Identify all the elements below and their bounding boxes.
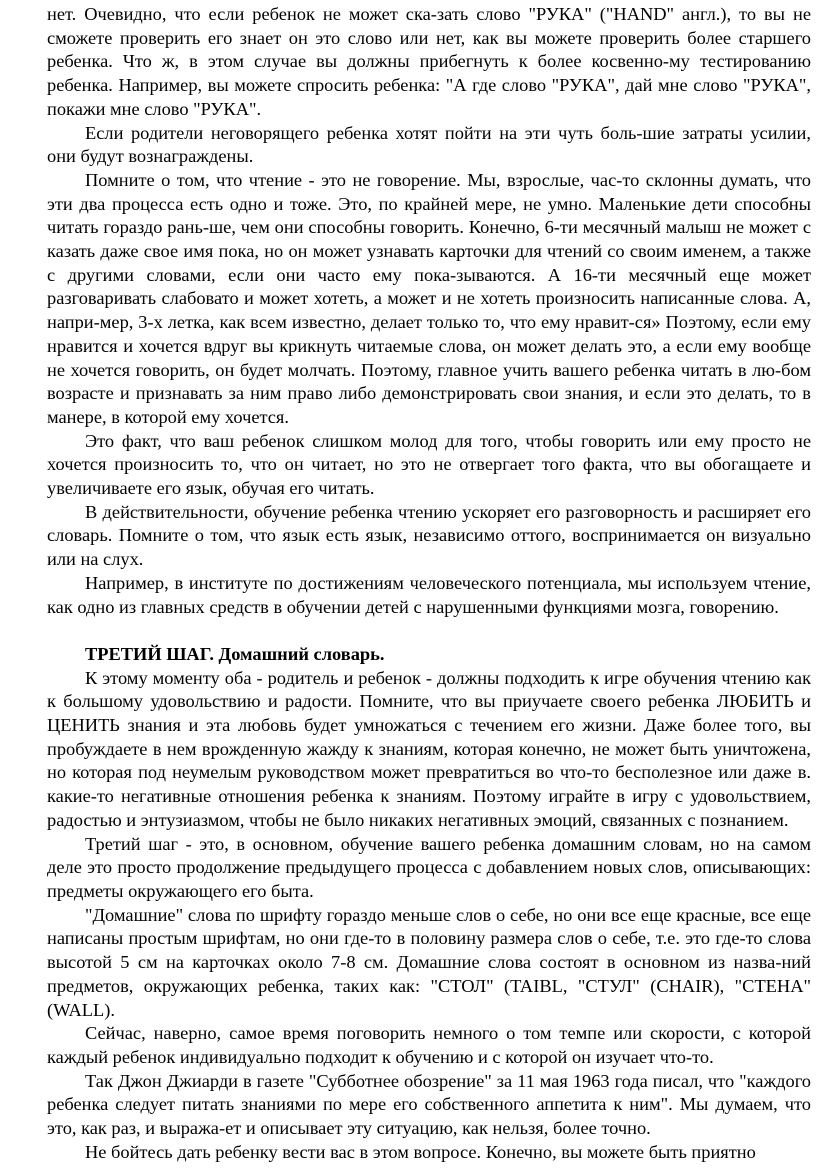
paragraph: Если родители неговорящего ребенка хотят пойти на эти чуть боль-шие затраты усилии, они будут вознаграждены. xyxy=(47,122,811,167)
paragraph: Не бойтесь дать ребенку вести вас в этом вопросе. Конечно, вы можете быть приятно xyxy=(85,1141,756,1162)
paragraph: Сейчас, наверно, самое время поговорить немного о том темпе или скорости, с которой каждый ребенок индивидуально подходит к обучению и с которой он изучает что-то. xyxy=(47,1023,811,1067)
paragraph: Третий шаг - это, в основном, обучение вашего ребенка домашним словам, но на самом деле это просто продолжение предыдущего процесса с добавлением новых слов, описывающих: предметы окружающего его быта. xyxy=(47,833,811,901)
paragraph: Помните о том, что чтение - это не говорение. Мы, взрослые, час-то склонны думать, что эти два процесса есть одно и тоже. Это, по крайней мере, не умно. Маленькие дети способны читать гораздо рань-ше, чем они способны говорить. Конечно, 6-ти месячный малыш не может с казать даже свое имя пока, но он может узнавать карточки для чтений со своим именем, а также с другими словами, если они часто ему пока-зываются. А 16-ти месячный еще может разговаривать слабовато и может хотеть, а может и не хотеть произносить написанные слова. А, напри-мер, 3-х летка, как всем известно, делает только то, что ему нравит-ся» Поэтому, если ему нравится и хочется вдруг вы крикнуть читаемые слова, он может делать это, а если ему вообще не хочется говорить, он будет молчать. Поэтому, главное учить вашего ребенка читать в лю-бом возрасте и признавать за ним право либо демонстрировать свои знания, и если это делать, то в манере, в которой ему хочется. xyxy=(47,169,811,427)
paragraph: "Домашние" слова по шрифту гораздо меньше слов о себе, но они все еще красные, все еще написаны простым шрифтам, но они где-то в половину размера слов о себе, т.е. это где-то слова высотой 5 см на карточках около 7-8 см. Домашние слова состоят в основном из назва-ний предметов, окружающих ребенка, таких как: "СТОЛ" (TAIBL, "СТУЛ" (CHAIR), "СТЕНА" (WALL). xyxy=(47,904,811,1020)
paragraph: нет. Очевидно, что если ребенок не может ска-зать слово "РУКА" ("HAND" англ.), то вы не сможете проверить его знает он это слово или нет, как вы можете проверить более старшего ребенка. Что ж, в этом случае вы должны прибегнуть к более косвенно-му тестированию ребенка. Например, вы можете спросить ребенка: "А где слово "РУКА", дай мне слово "РУКА", покажи мне слово "РУКА". xyxy=(47,4,811,119)
paragraph: Так Джон Джиарди в газете "Субботнее обозрение" за 11 мая 1963 года писал, что "каждого ребенка следует питать знаниями по мере его собственного аппетита к ним". Мы думаем, что это, как раз, и выража-ет и описывает эту ситуацию, как нельзя, более точно. xyxy=(47,1070,811,1139)
paragraph: В действительности, обучение ребенка чтению ускоряет его разговорность и расширяет его словарь. Помните о том, что язык есть язык, независимо оттого, воспринимается он визуально или на слух. xyxy=(47,501,811,570)
paragraph: Это факт, что ваш ребенок слишком молод для того, чтобы говорить или ему просто не хочется произносить то, что он читает, но это не отвергает того факта, что вы обогащаете и увеличиваете его язык, обучая его читать. xyxy=(47,430,811,499)
section-heading xyxy=(47,643,811,667)
paragraph: К этому моменту оба - родитель и ребенок - должны подходить к игре обучения чтению как к большому удовольствию и радости. Помните, что вы приучаете своего ребенка ЛЮБИТЬ и ЦЕНИТЬ знания и эта любовь будет умножаться с течением его жизни. Даже более того, вы пробуждаете в нем врожденную жажду к знаниям, которая конечно, не может быть уничтожена, но которая под неумелым руководством может превратиться во что-то бесполезное или даже в. какие-то негативные отношения ребенка к знаниям. Поэтому играйте в игру с удовольствием, радостью и энтузиазмом, чтобы не было никаких негативных эмоций, связанных с познанием. xyxy=(47,667,811,830)
section-heading-text: ТРЕТИЙ ШАГ. Домашний словарь. xyxy=(85,643,385,664)
document-page xyxy=(47,3,811,1164)
paragraph: Например, в институте по достижениям человеческого потенциала, мы используем чтение, как одно из главных средств в обучении детей с нарушенными функциями мозга, говорению. xyxy=(47,572,811,617)
